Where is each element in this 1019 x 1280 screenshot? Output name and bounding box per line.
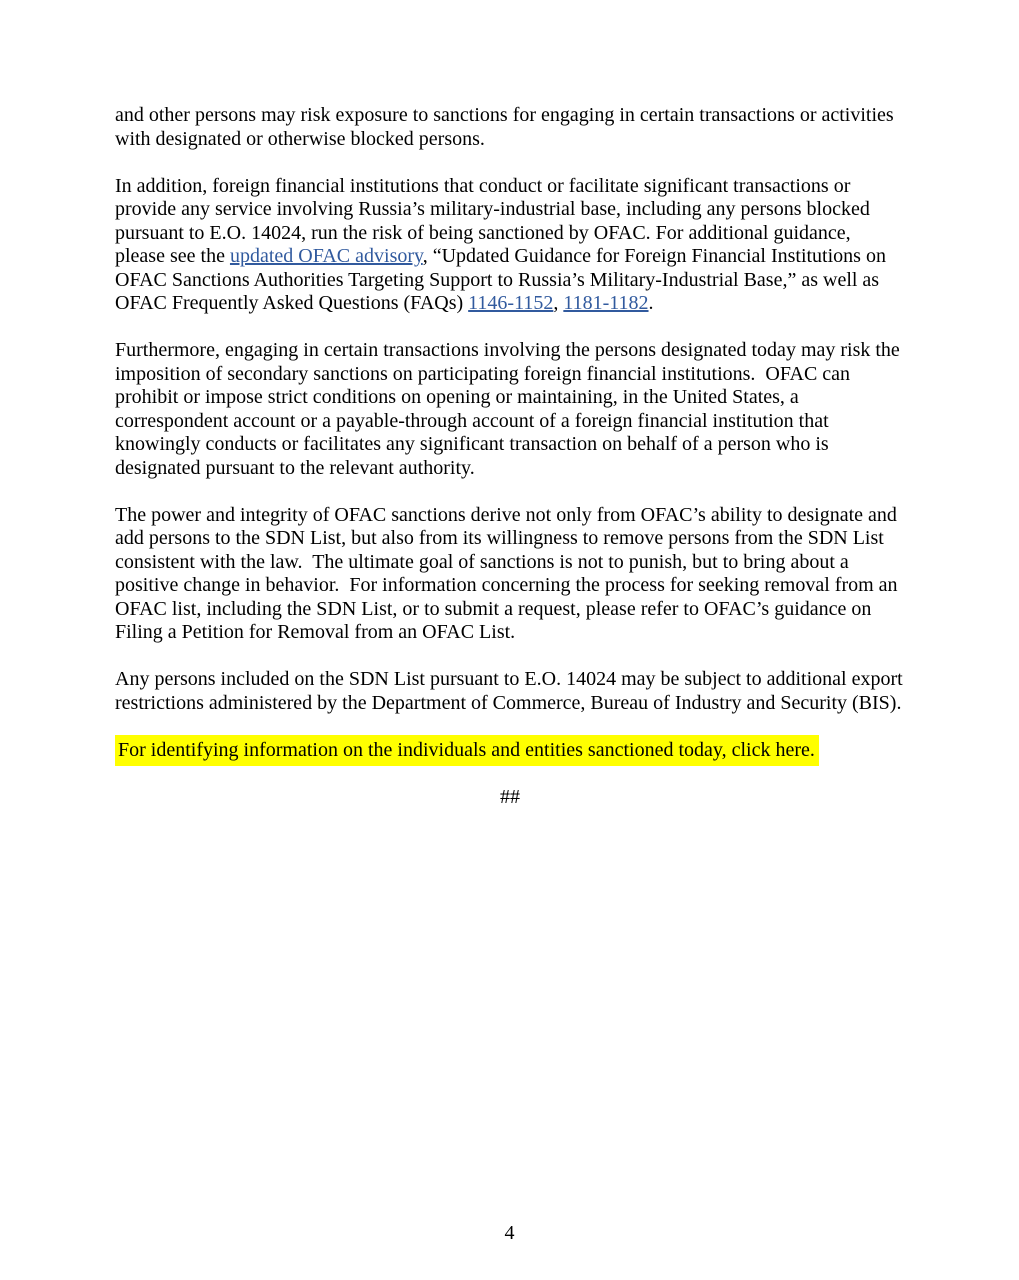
document-body <box>115 104 908 833</box>
updated-ofac-advisory-link[interactable]: updated OFAC advisory <box>229 245 423 267</box>
paragraph-foreign-financial-institutions <box>115 175 905 316</box>
highlight-text: . <box>809 738 815 761</box>
highlight-text: For identifying information on the individuals and entities sanctioned today, <box>118 738 732 761</box>
paragraph-text: In addition, foreign financial institutions that conduct or facilitate significant transactions or provide any service involving Russia’s military-industrial base, including any persons blocked pursuant to E.O. 14024, run the risk of being sanctioned by OFAC. For additional guidance, please see the <box>115 174 875 267</box>
page-number: 4 <box>504 1222 515 1244</box>
faq-1181-1182-link[interactable]: 1181-1182 <box>563 292 649 314</box>
highlight-background <box>115 735 819 766</box>
paragraph-text: , “Updated Guidance for Foreign Financial Institutions on OFAC Sanctions Authorities Targeting Support to Russia’s Military-Industrial Base,” as well as OFAC Frequently Asked Questions (FAQs) <box>115 245 891 314</box>
highlighted-note <box>115 739 905 763</box>
paragraph-export-restrictions: Any persons included on the SDN List pursuant to E.O. 14024 may be subject to additional export restrictions administered by the Department of Commerce, Bureau of Industry and Security (BIS). <box>115 668 908 714</box>
faq-1146-1152-link[interactable]: 1146-1152 <box>468 292 554 314</box>
paragraph-secondary-sanctions: Furthermore, engaging in certain transactions involving the persons designated today may risk the imposition of secondary sanctions on participating foreign financial institutions. OFAC can prohibit or impose strict conditions on opening or maintaining, in the United States, a correspondent account or a payable-through account of a foreign financial institution that knowingly conducts or facilitates any significant transaction on behalf of a person who is designated pursuant to the relevant authority. <box>115 339 905 479</box>
paragraph-exposure-risk: and other persons may risk exposure to sanctions for engaging in certain transactions or activities with designated or otherwise blocked persons. <box>115 104 899 150</box>
paragraph-sdn-list-removal: The power and integrity of OFAC sanctions derive not only from OFAC’s ability to designate and add persons to the SDN List, but also from its willingness to remove persons from the SDN List consistent with the law. The ultimate goal of sanctions is not to punish, but to bring about a positive change in behavior. For information concerning the process for seeking removal from an OFAC list, including the SDN List, or to submit a request, please refer to OFAC’s guidance on Filing a Petition for Removal from an OFAC List. <box>115 503 903 643</box>
paragraph-text: , <box>553 292 564 314</box>
paragraph-text: . <box>648 292 654 314</box>
click-here-link[interactable]: click here <box>731 738 810 761</box>
end-of-release-mark: ## <box>500 785 520 808</box>
